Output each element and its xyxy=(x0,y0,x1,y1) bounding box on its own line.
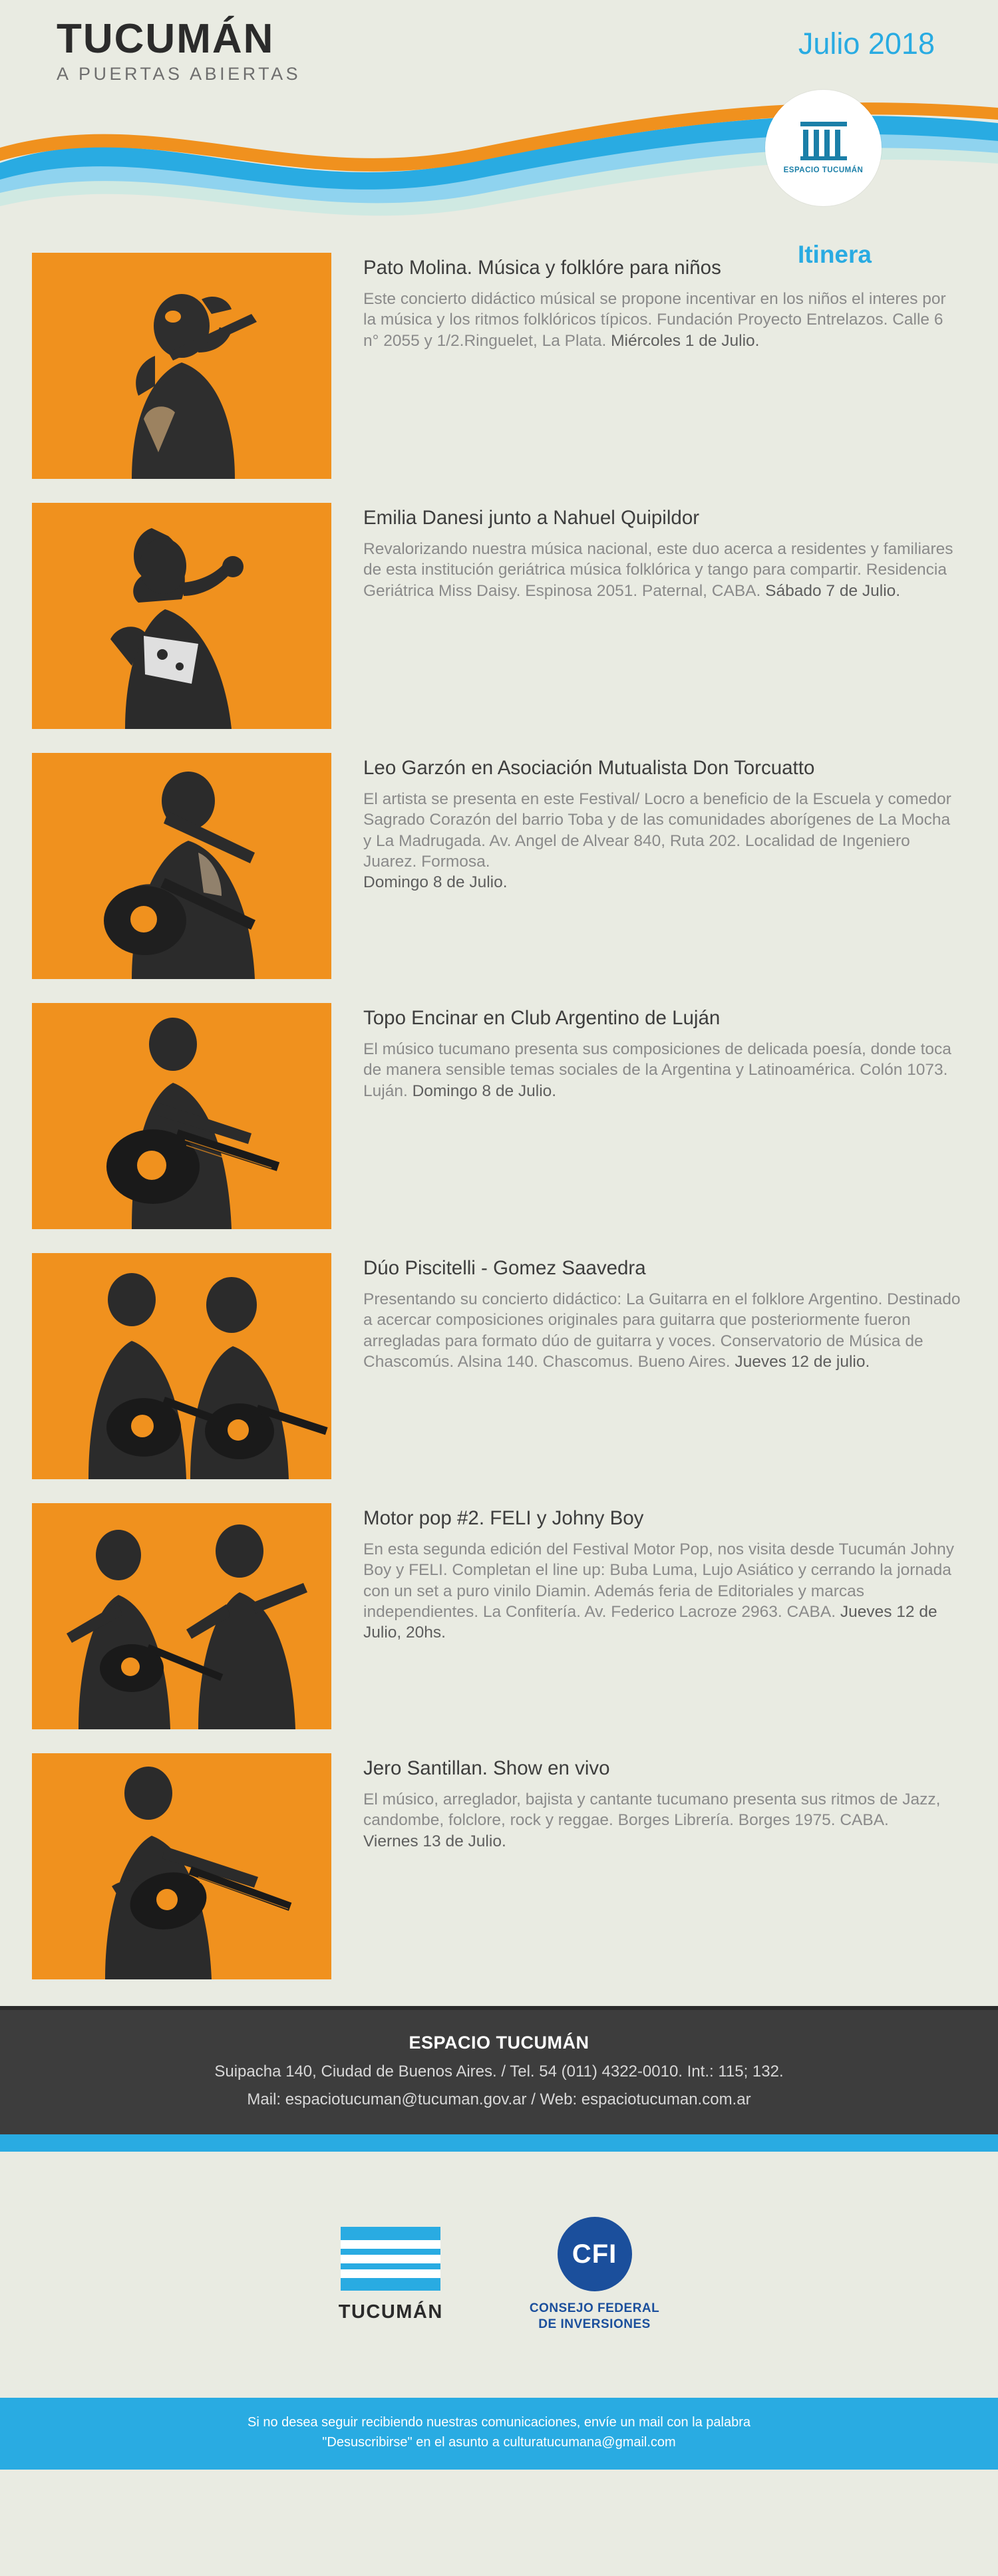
event-description xyxy=(363,789,961,893)
footer-address: Suipacha 140, Ciudad de Buenos Aires. / Tel. 54 (011) 4322-0010. Int.: 115; 132. xyxy=(214,2063,784,2080)
event-description-text: El músico tucumano presenta sus composiciones de delicada poesía, donde toca de manera sensible temas sociales de la Argentina y Latinoamérica. Colón 1073. Luján. xyxy=(363,1040,951,1100)
door-icon xyxy=(800,122,847,160)
event-description-text: En esta segunda edición del Festival Motor Pop, nos visita desde Tucumán Johny Boy y FELI. Completan el line up: Buba Luma, Lujo Asiático y cerrando la jornada con un set a puro vinilo Diamin. Además feria de Editoriales y marcas independientes. La Confitería. Av. Federico Lacroze 2963. CABA. xyxy=(363,1540,954,1621)
event-description-text: El músico, arreglador, bajista y cantante tucumano presenta sus ritmos de Jazz, candombe, folclore, rock y reggae. Borges Librería. Borges 1975. CABA. xyxy=(363,1790,941,1830)
event-title: Jero Santillan. Show en vivo xyxy=(363,1757,610,1779)
singer-illustration xyxy=(32,503,331,729)
event-text xyxy=(331,1003,961,1101)
event-title: Topo Encinar en Club Argentino de Luján xyxy=(363,1007,721,1029)
event-image xyxy=(32,1753,331,1979)
event-image xyxy=(32,1003,331,1229)
unsubscribe-line-2[interactable]: "Desuscribirse" en el asunto a culturatucumana@gmail.com xyxy=(322,2435,676,2450)
event-image xyxy=(32,1503,331,1729)
unsubscribe-line-1: Si no desea seguir recibiendo nuestras comunicaciones, envíe un mail con la palabra xyxy=(247,2415,750,2430)
event-date: Miércoles 1 de Julio. xyxy=(611,331,760,350)
footer-contact xyxy=(0,2006,998,2134)
seated-guitarist-illustration xyxy=(32,1003,331,1229)
event-image xyxy=(32,253,331,479)
events-list xyxy=(0,239,998,1979)
cfi-label-line1: CONSEJO FEDERAL xyxy=(529,2301,660,2316)
event-description xyxy=(363,539,961,601)
list-item xyxy=(0,1253,998,1479)
event-date: Sábado 7 de Julio. xyxy=(765,581,901,600)
event-description xyxy=(363,289,961,351)
cfi-label xyxy=(530,2301,659,2333)
event-text xyxy=(331,1253,961,1372)
flute-player-illustration xyxy=(32,253,331,479)
event-date: Domingo 8 de Julio. xyxy=(363,873,508,892)
event-text xyxy=(331,1503,961,1644)
brand-subtitle: A PUERTAS ABIERTAS xyxy=(57,64,301,84)
tucuman-government-logo xyxy=(339,2227,443,2323)
brand-title: TUCUMÁN xyxy=(57,16,275,62)
event-title: Motor pop #2. FELI y Johny Boy xyxy=(363,1507,644,1529)
tucuman-logo-label: TUCUMÁN xyxy=(338,2301,443,2323)
flag-icon xyxy=(341,2227,440,2291)
event-description xyxy=(363,1539,961,1644)
live-band-illustration xyxy=(32,1503,331,1729)
list-item xyxy=(0,1003,998,1229)
footer-contact-line[interactable]: Mail: espaciotucuman@tucuman.gov.ar / Web: espaciotucuman.com.ar xyxy=(247,2090,751,2108)
event-date: Viernes 13 de Julio. xyxy=(363,1832,506,1850)
event-text xyxy=(331,753,961,893)
event-title: Pato Molina. Música y folklóre para niños xyxy=(363,257,721,279)
issue-month: Julio 2018 xyxy=(798,27,935,61)
list-item xyxy=(0,503,998,729)
event-text xyxy=(331,1753,961,1852)
event-date: Jueves 12 de Julio, 20hs. xyxy=(363,1603,937,1642)
event-text xyxy=(331,503,961,601)
guitar-duo-illustration xyxy=(32,1253,331,1479)
brand xyxy=(57,16,301,84)
event-date: Jueves 12 de julio. xyxy=(735,1353,870,1371)
list-item xyxy=(0,253,998,479)
guitarist-illustration xyxy=(32,753,331,979)
event-description xyxy=(363,1039,961,1101)
footer-title: ESPACIO TUCUMÁN xyxy=(409,2033,589,2053)
unsubscribe-notice xyxy=(0,2398,998,2470)
section-title: Itinera xyxy=(797,241,872,268)
cfi-label-line2: DE INVERSIONES xyxy=(538,2317,651,2331)
event-title: Dúo Piscitelli - Gomez Saavedra xyxy=(363,1257,646,1279)
event-image xyxy=(32,1253,331,1479)
event-image xyxy=(32,503,331,729)
event-description-text: Este concierto didáctico músical se propone incentivar en los niños el interes por la música y los ritmos folklóricos típicos. Fundación Proyecto Entrelazos. Calle 6 n° 2055 y 1/2.Ringuelet, La Plata. xyxy=(363,289,946,350)
bassist-illustration xyxy=(32,1753,331,1979)
list-item xyxy=(0,753,998,979)
logo-label: ESPACIO TUCUMÁN xyxy=(783,166,864,174)
sponsor-logos xyxy=(0,2152,998,2398)
blue-divider xyxy=(0,2134,998,2152)
event-description xyxy=(363,1289,961,1372)
event-image xyxy=(32,753,331,979)
event-description-text: Revalorizando nuestra música nacional, este duo acerca a residentes y familiares de esta institución geriátrica música folklórica y tango para compartir. Residencia Geriátrica Miss Daisy. Espinosa 2051. Paternal, CABA. xyxy=(363,539,953,600)
event-date: Domingo 8 de Julio. xyxy=(412,1081,557,1100)
event-description-text: El artista se presenta en este Festival/ Locro a beneficio de la Escuela y comedor Sagrado Corazón del barrio Toba y de las comunidades aborígenes de La Mocha y La Madrugada. Av. Angel de Alvear 840, Ruta 202. Localidad de Ingeniero Juarez. Formosa. xyxy=(363,789,951,871)
cfi-mark: CFI xyxy=(558,2217,632,2291)
event-description-text: Presentando su concierto didáctico: La Guitarra en el folklore Argentino. Destinado a acercar composiciones originales para guitarra que posteriormente fueron arregladas para formato dúo de guitarra y voces. Conservatorio de Música de Chascomús. Alsina 140. Chascomus. Bueno Aires. xyxy=(363,1290,961,1371)
list-item xyxy=(0,1753,998,1979)
event-title: Emilia Danesi junto a Nahuel Quipildor xyxy=(363,507,700,529)
espacio-tucuman-logo xyxy=(765,90,882,206)
cfi-logo xyxy=(530,2217,659,2333)
event-title: Leo Garzón en Asociación Mutualista Don Torcuatto xyxy=(363,757,815,779)
event-description xyxy=(363,1789,961,1852)
list-item xyxy=(0,1503,998,1729)
